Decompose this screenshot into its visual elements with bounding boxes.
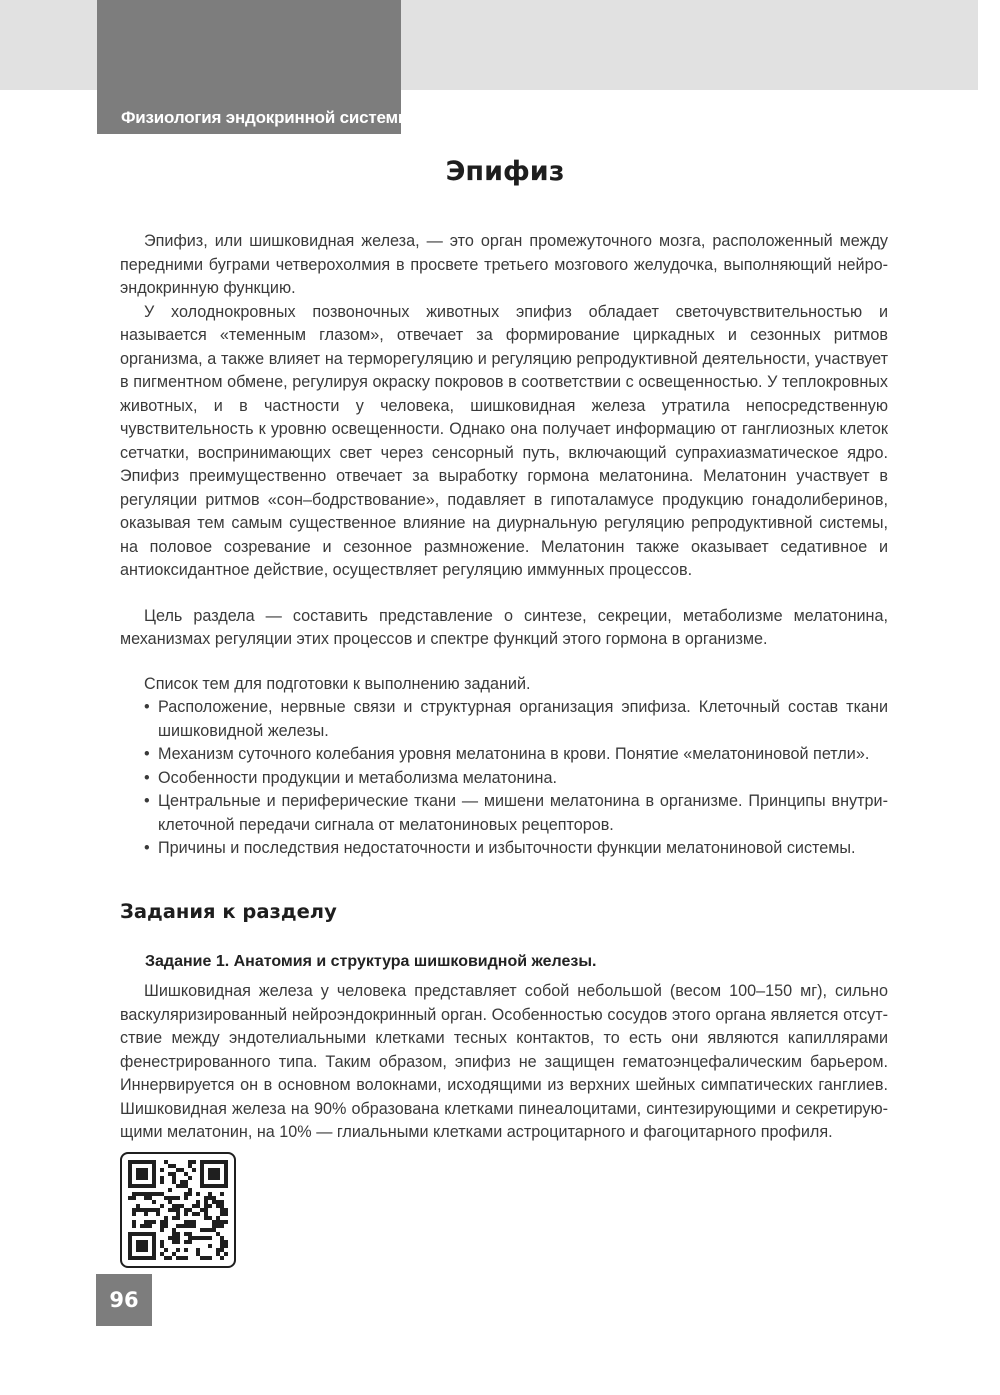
list-item [120,767,888,791]
list-item-text: Расположение, нервные связи и структурная организация эпифиза. Клеточный состав ткани шишковидной железы. [158,698,888,740]
list-item-text: Причины и последствия недостаточности и избыточности функции мелатониновой системы. [158,839,856,857]
topics-intro: Список тем для подготовки к выполнению заданий. [144,674,531,693]
list-item [120,696,888,743]
intro-paragraph: У холоднокровных позвоночных животных эпифиз обладает светочувствительностью и называется «теменным глазом», отвечает за формирование циркадных и сезонных ритмов организма, а также влияет на терморегуляцию и регуляцию репродуктивной деятельности, участвует в пигментном обмене, регулируя окраску покровов в соответствии с освещенностью. У теплокровных животных, и в частности у человека, шишковидная железа утратила непосредственную чувствительность к уровню освещенности. Однако она получает информацию от ганглиозных клеток сетчатки, воспринимающих свет через сенсорный путь, включающий супрахиазматическое ядро. Эпифиз преимущественно отвечает за выработку гормона мелатонина. Мелатонин участвует в регуляции ритмов «сон–бодрствование», подавляет в гипоталамусе продукцию гонадолиберинов, оказывая тем самым существенное влияние на диурнальную регуляцию репродуктивной системы, на половое созревание и сезонное размножение. Мелатонин также оказывает седативное и антиоксидантное действие, осуществляет регуляцию иммунных процессов. [120,302,888,579]
list-item [120,837,888,861]
topics-list [120,696,888,861]
bullet-icon: • [144,698,150,716]
tasks-heading: Задания к разделу [120,900,337,923]
bullet-icon: • [144,768,150,787]
list-item-text: Механизм суточного колебания уровня мелатонина в крови. Понятие «мелатониновой петли». [158,745,870,763]
section-tab [97,0,413,134]
list-item [120,743,888,767]
bullet-icon: • [144,839,150,857]
list-item-text: Особенности продукции и метаболизма мелатонина. [158,768,557,787]
main-content [120,230,888,861]
list-item [120,790,888,837]
page-number: 96 [96,1274,152,1326]
list-item-text: Центральные и периферические ткани — мишени мелатонина в организме. Принципы внутриклеточной передачи сигнала от мелатониновых рецепторов. [158,792,888,834]
intro-paragraph: Эпифиз, или шишковидная железа, — это орган промежуточного мозга, расположенный между передними буграми четверохолмия в просвете третьего мозгового желудочка, выполняющий нейроэндокринную функцию. [120,232,888,297]
section-label: Физиология эндокринной системы [121,108,413,127]
goal-paragraph: Цель раздела — составить представление о синтезе, секреции, метаболизме мелатонина, механизмах регуляции этих процессов и спектре функций этого гормона в организме. [120,606,888,648]
bullet-icon: • [144,792,150,810]
bullet-icon: • [144,745,150,763]
qr-code-icon [128,1160,228,1260]
qr-code[interactable] [120,1152,236,1268]
task-1-body: Шишковидная железа у человека представляет собой небольшой (весом 100–150 мг), сильно васкуляризированный нейроэндокринный орган. Особенностью сосудов этого органа является отсутствие между эндотелиальными клетками тесных контактов, то есть они являются капиллярами фенестрированного типа. Таким образом, эпифиз не защищен гематоэнцефалическим барьером. Иннервируется он в основном волокнами, исходящими из верхних шейных симпатических ганглиев. Шишковидная железа на 90% образована клетками пинеалоцитами, синтезирующими и секретирующими мелатонин, на 10% — глиальными клетками астроцитарного и фагоцитарного профиля. [120,982,888,1141]
page-title: Эпифиз [445,156,565,187]
task-1-title: Задание 1. Анатомия и структура шишковидной железы. [145,953,597,970]
